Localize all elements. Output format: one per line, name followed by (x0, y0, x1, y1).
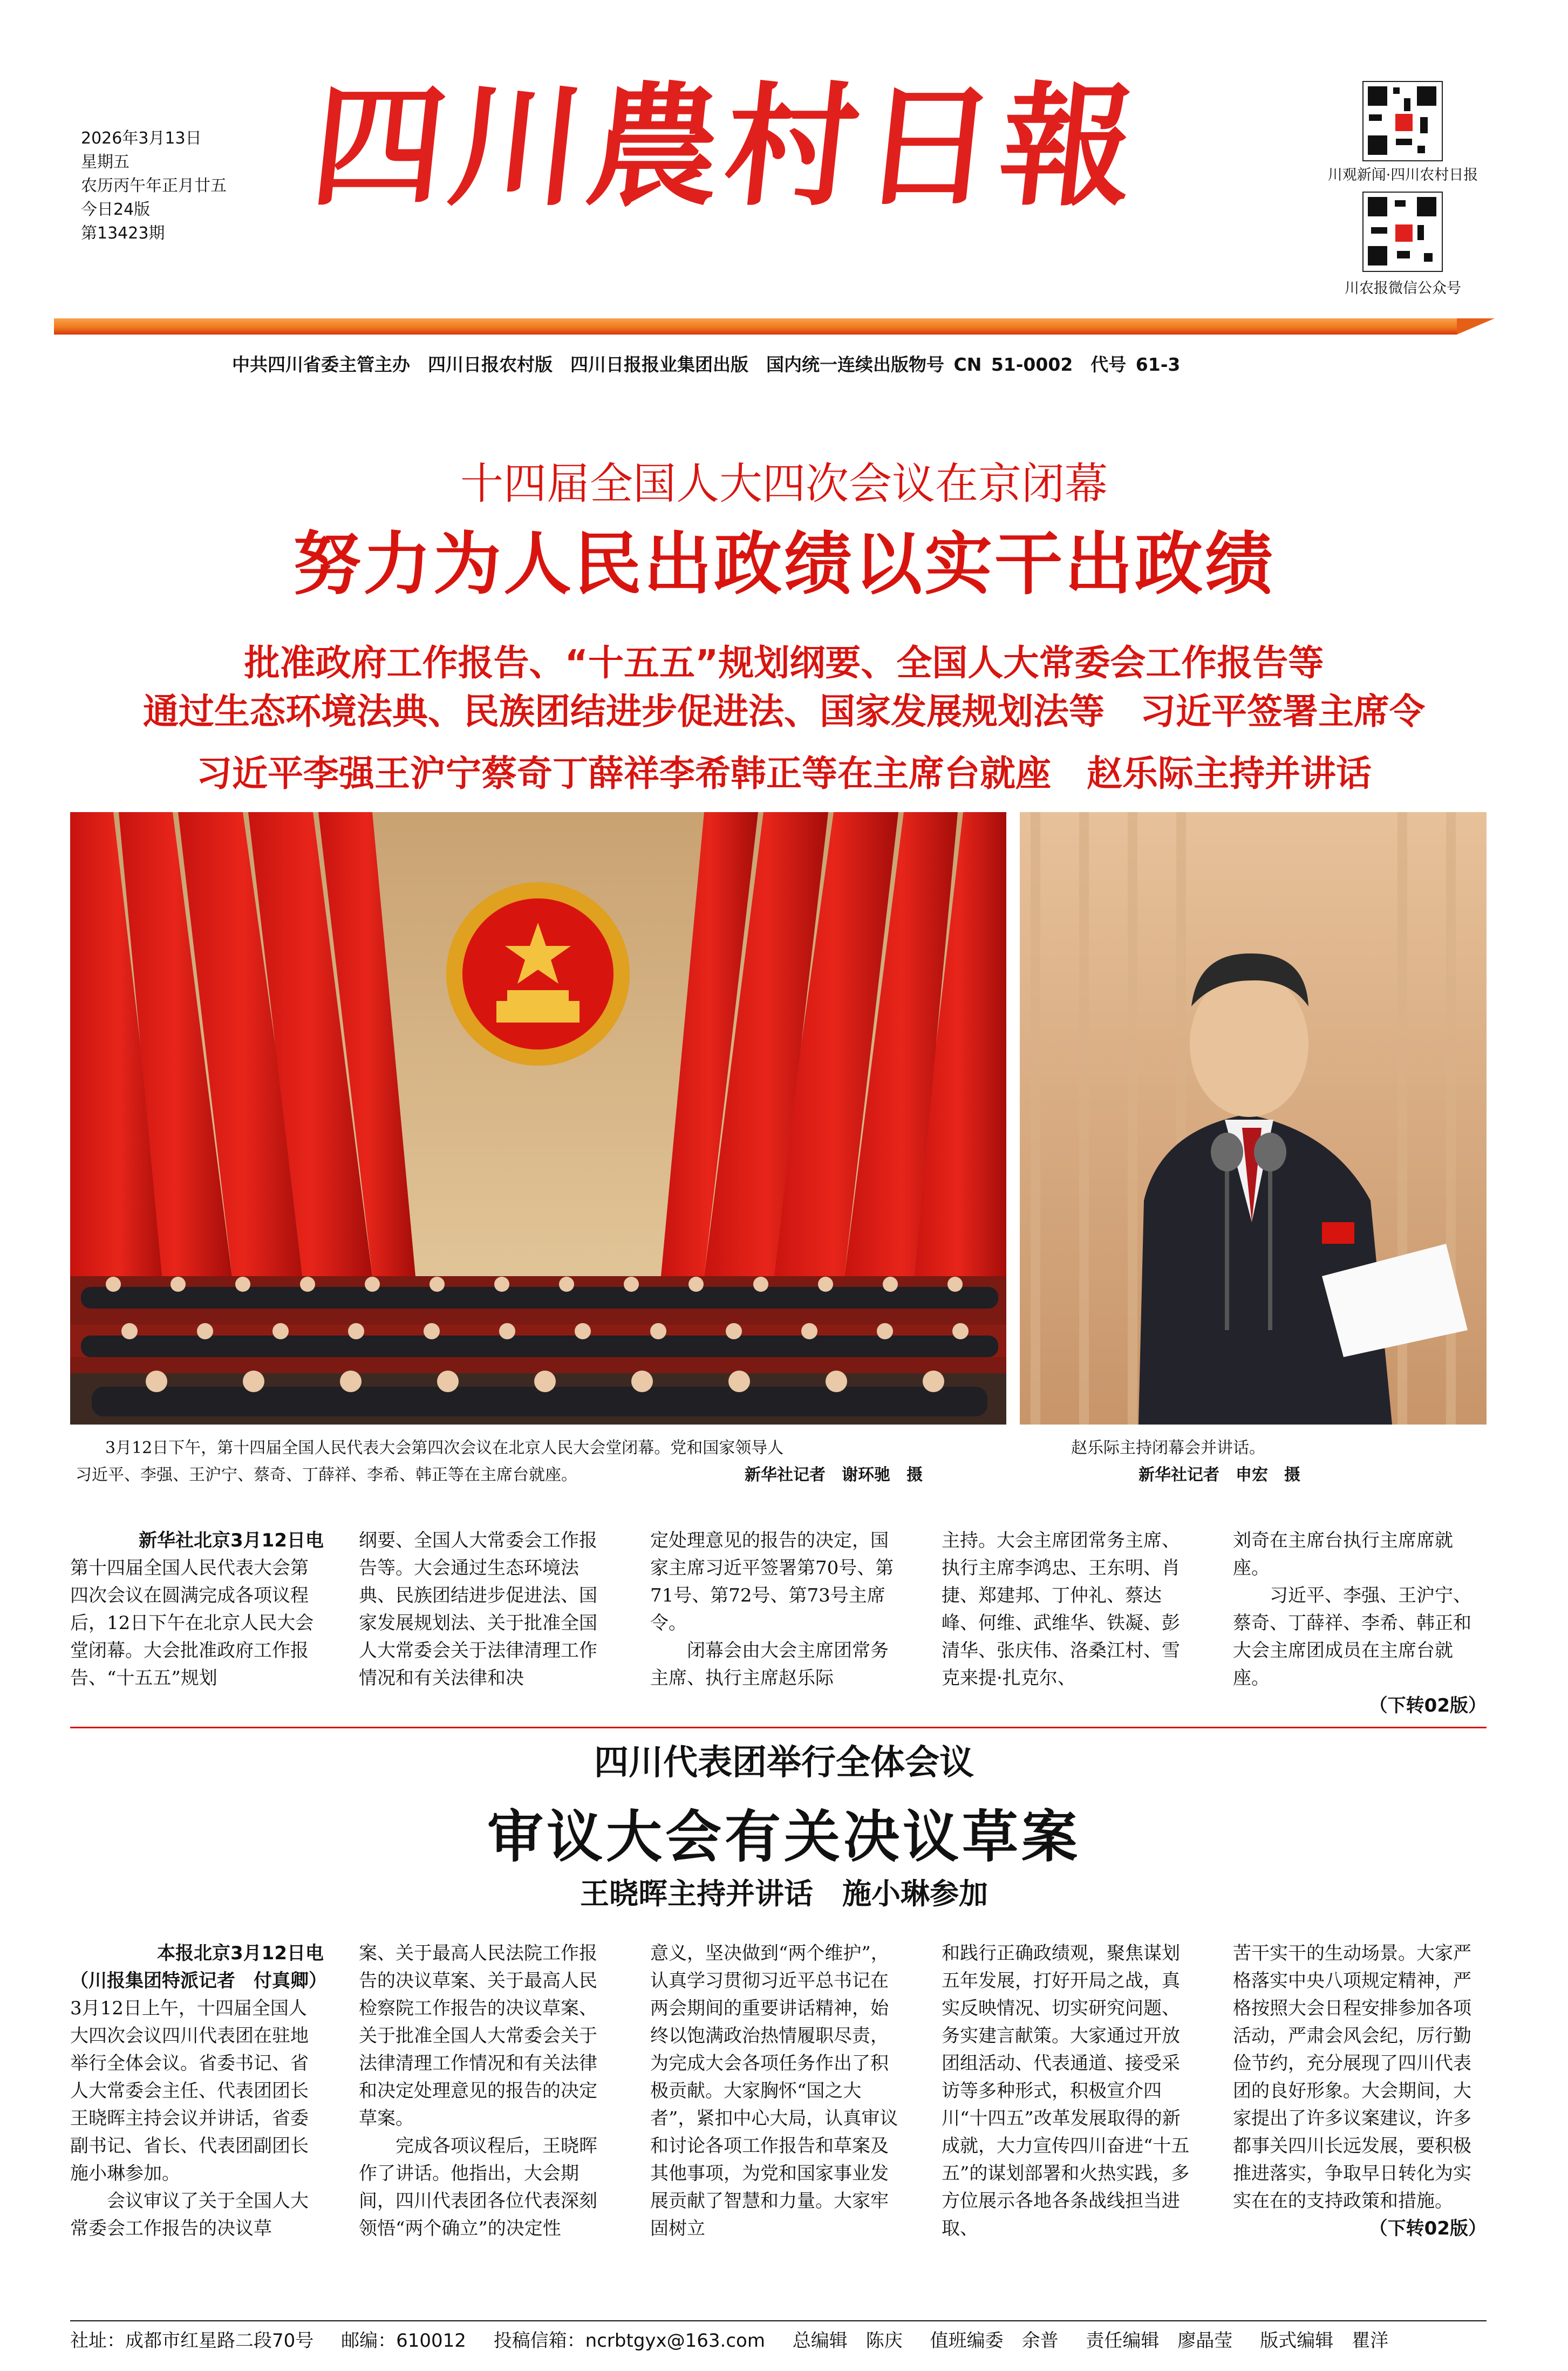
footer-postcode: 邮编：610012 (341, 2330, 466, 2352)
lead-article-col-2: 纲要、全国人大常委会工作报告等。大会通过生态环境法典、民族团结进步促进法、国家发展规划法、关于批准全国人大常委会关于法律清理工作情况和有关法律和决 (359, 1530, 597, 1689)
second-subhead: 王晓晖主持并讲话 施小琳参加 (580, 1877, 988, 1911)
edition-issue: 第13423期 (81, 224, 165, 243)
lead-article-col-1: 新华社北京3月12日电 第十四届全国人民代表大会第四次会议在圆满完成各项议程后，12日下午在北京人民大会堂闭幕。大会批准政府工作报告、“十五五”规划 (70, 1530, 324, 1689)
qr-code-label: 川观新闻·四川农村日报 (1327, 167, 1478, 183)
second-article-col-3: 意义，坚决做到“两个维护”，认真学习贯彻习近平总书记在两会期间的重要讲话精神，始终以饱满政治热情履职尽责，为完成大会各项任务作出了积极贡献。大家胸怀“国之大者”，紧扣中心大局，认真审议和讨论各项工作报告和草案及其他事项，为党和国家事业发展贡献了智慧和力量。大家牢固树立 (650, 1943, 898, 2239)
lead-subhead: 习近平李强王沪宁蔡奇丁薛祥李希韩正等在主席台就座 赵乐际主持并讲话 (196, 753, 1372, 794)
qr-code-icon[interactable] (1362, 81, 1443, 161)
second-article-col-5: 苦干实干的生动场景。大家严格落实中央八项规定精神，严格按照大会日程安排参加各项活动，严肃会风会纪，厉行勤俭节约，充分展现了四川代表团的良好形象。大会期间，大家提出了许多议案建议，许多都事关四川长远发展，要积极推进落实，争取早日转化为实实在在的支持政策和措施。 （下转02版） (1233, 1940, 1487, 2243)
lead-kicker: 十四届全国人大四次会议在京闭幕 (460, 459, 1108, 509)
photo-caption: 习近平、李强、王沪宁、蔡奇、丁薛祥、李希、韩正等在主席台就座。 (76, 1466, 577, 1484)
section-divider (70, 1727, 1487, 1728)
plenary-photo (70, 812, 1006, 1425)
speaker-photo (1020, 812, 1487, 1425)
photo-credit: 新华社记者 申宏 摄 (1138, 1466, 1300, 1484)
footer-duty-editor: 值班编委 余普 (930, 2330, 1059, 2352)
footer-email[interactable]: 投稿信箱：ncrbtgyx@163.com (493, 2330, 765, 2352)
lead-article-col-4: 主持。大会主席团常务主席、执行主席李鸿忠、王东明、肖捷、郑建邦、丁仲礼、蔡达峰、何维、武维华、铁凝、彭清华、张庆伟、洛桑江村、雪克来提·扎克尔、 (942, 1530, 1180, 1689)
second-article-col-1: 本报北京3月12日电 （川报集团特派记者 付真卿） 3月12日上午，十四届全国人大四次会议四川代表团在驻地举行全体会议。省委书记、省人大常委会主任、代表团团长王晓晖主持会议并讲话，省委副书记、省长、代表团副团长施小琳参加。 会议审议了关于全国人大常委会工作报告的决议草 (70, 1943, 327, 2239)
edition-pages: 今日24版 (81, 200, 151, 219)
lead-article-col-3: 定处理意见的报告的决定，国家主席习近平签署第70号、第71号、第72号、第73号主席令。 闭幕会由大会主席团常务主席、执行主席赵乐际 (650, 1530, 894, 1689)
second-headline: 审议大会有关决议草案 (487, 1804, 1081, 1870)
newspaper-logo: 四川農村日報 (305, 70, 1147, 224)
continued-link[interactable]: （下转02版） (1369, 2218, 1487, 2239)
photo-credit: 新华社记者 谢环驰 摄 (745, 1466, 923, 1484)
continued-link[interactable]: （下转02版） (1369, 1695, 1487, 1716)
photo-caption: 3月12日下午，第十四届全国人民代表大会第四次会议在北京人民大会堂闭幕。党和国家领导人 (105, 1439, 784, 1457)
edition-info (81, 127, 227, 246)
second-article-col-2: 案、关于最高人民法院工作报告的决议草案、关于最高人民检察院工作报告的决议草案、关于批准全国人大常委会关于法律清理工作情况和有关法律和决定处理意见的报告的决定草案。 完成各项议程后，王晓晖作了讲话。他指出，大会期间，四川代表团各位代表深刻领悟“两个确立”的决定性 (359, 1943, 597, 2239)
footer-responsible-editor: 责任编辑 廖晶莹 (1086, 2330, 1233, 2352)
qr-code-icon[interactable] (1362, 192, 1443, 272)
second-article-col-4: 和践行正确政绩观，聚焦谋划五年发展，打好开局之战，真实反映情况、切实研究问题、务实建言献策。大家通过开放团组活动、代表通道、接受采访等多种形式，积极宣介四川“十四五”改革发展取得的新成就，大力宣传四川奋进“十五五”的谋划部署和火热实践，多方位展示各地各条战线担当进取、 (942, 1943, 1190, 2239)
photo-caption: 赵乐际主持闭幕会并讲话。 (1071, 1439, 1265, 1457)
qr-code-label: 川农报微信公众号 (1345, 280, 1461, 297)
footer (70, 2326, 1487, 2352)
lead-subhead: 通过生态环境法典、民族团结进步促进法、国家发展规划法等 习近平签署主席令 (143, 691, 1425, 732)
masthead-rule (54, 318, 1457, 335)
lead-subhead: 批准政府工作报告、“十五五”规划纲要、全国人大常委会工作报告等 (244, 642, 1324, 684)
lead-headline: 努力为人民出政绩以实干出政绩 (293, 524, 1275, 604)
footer-layout-editor: 版式编辑 瞿洋 (1260, 2330, 1389, 2352)
footer-address: 社址：成都市红星路二段70号 (70, 2330, 314, 2352)
second-kicker: 四川代表团举行全体会议 (594, 1743, 974, 1783)
edition-weekday: 星期五 (81, 153, 129, 172)
footer-rule (70, 2320, 1487, 2321)
lead-article-col-5: 刘奇在主席台执行主席席就座。 习近平、李强、王沪宁、蔡奇、丁薛祥、李希、韩正和大会主席团成员在主席台就座。 （下转02版） (1233, 1527, 1487, 1720)
footer-chief-editor: 总编辑 陈庆 (792, 2330, 903, 2352)
publisher-line: 中共四川省委主管主办 四川日报农村版 四川日报报业集团出版 国内统一连续出版物号 CN 51-0002 代号 61-3 (232, 354, 1181, 375)
edition-lunar-date: 农历丙午年正月廿五 (81, 176, 227, 195)
edition-date: 2026年3月13日 (81, 129, 202, 148)
